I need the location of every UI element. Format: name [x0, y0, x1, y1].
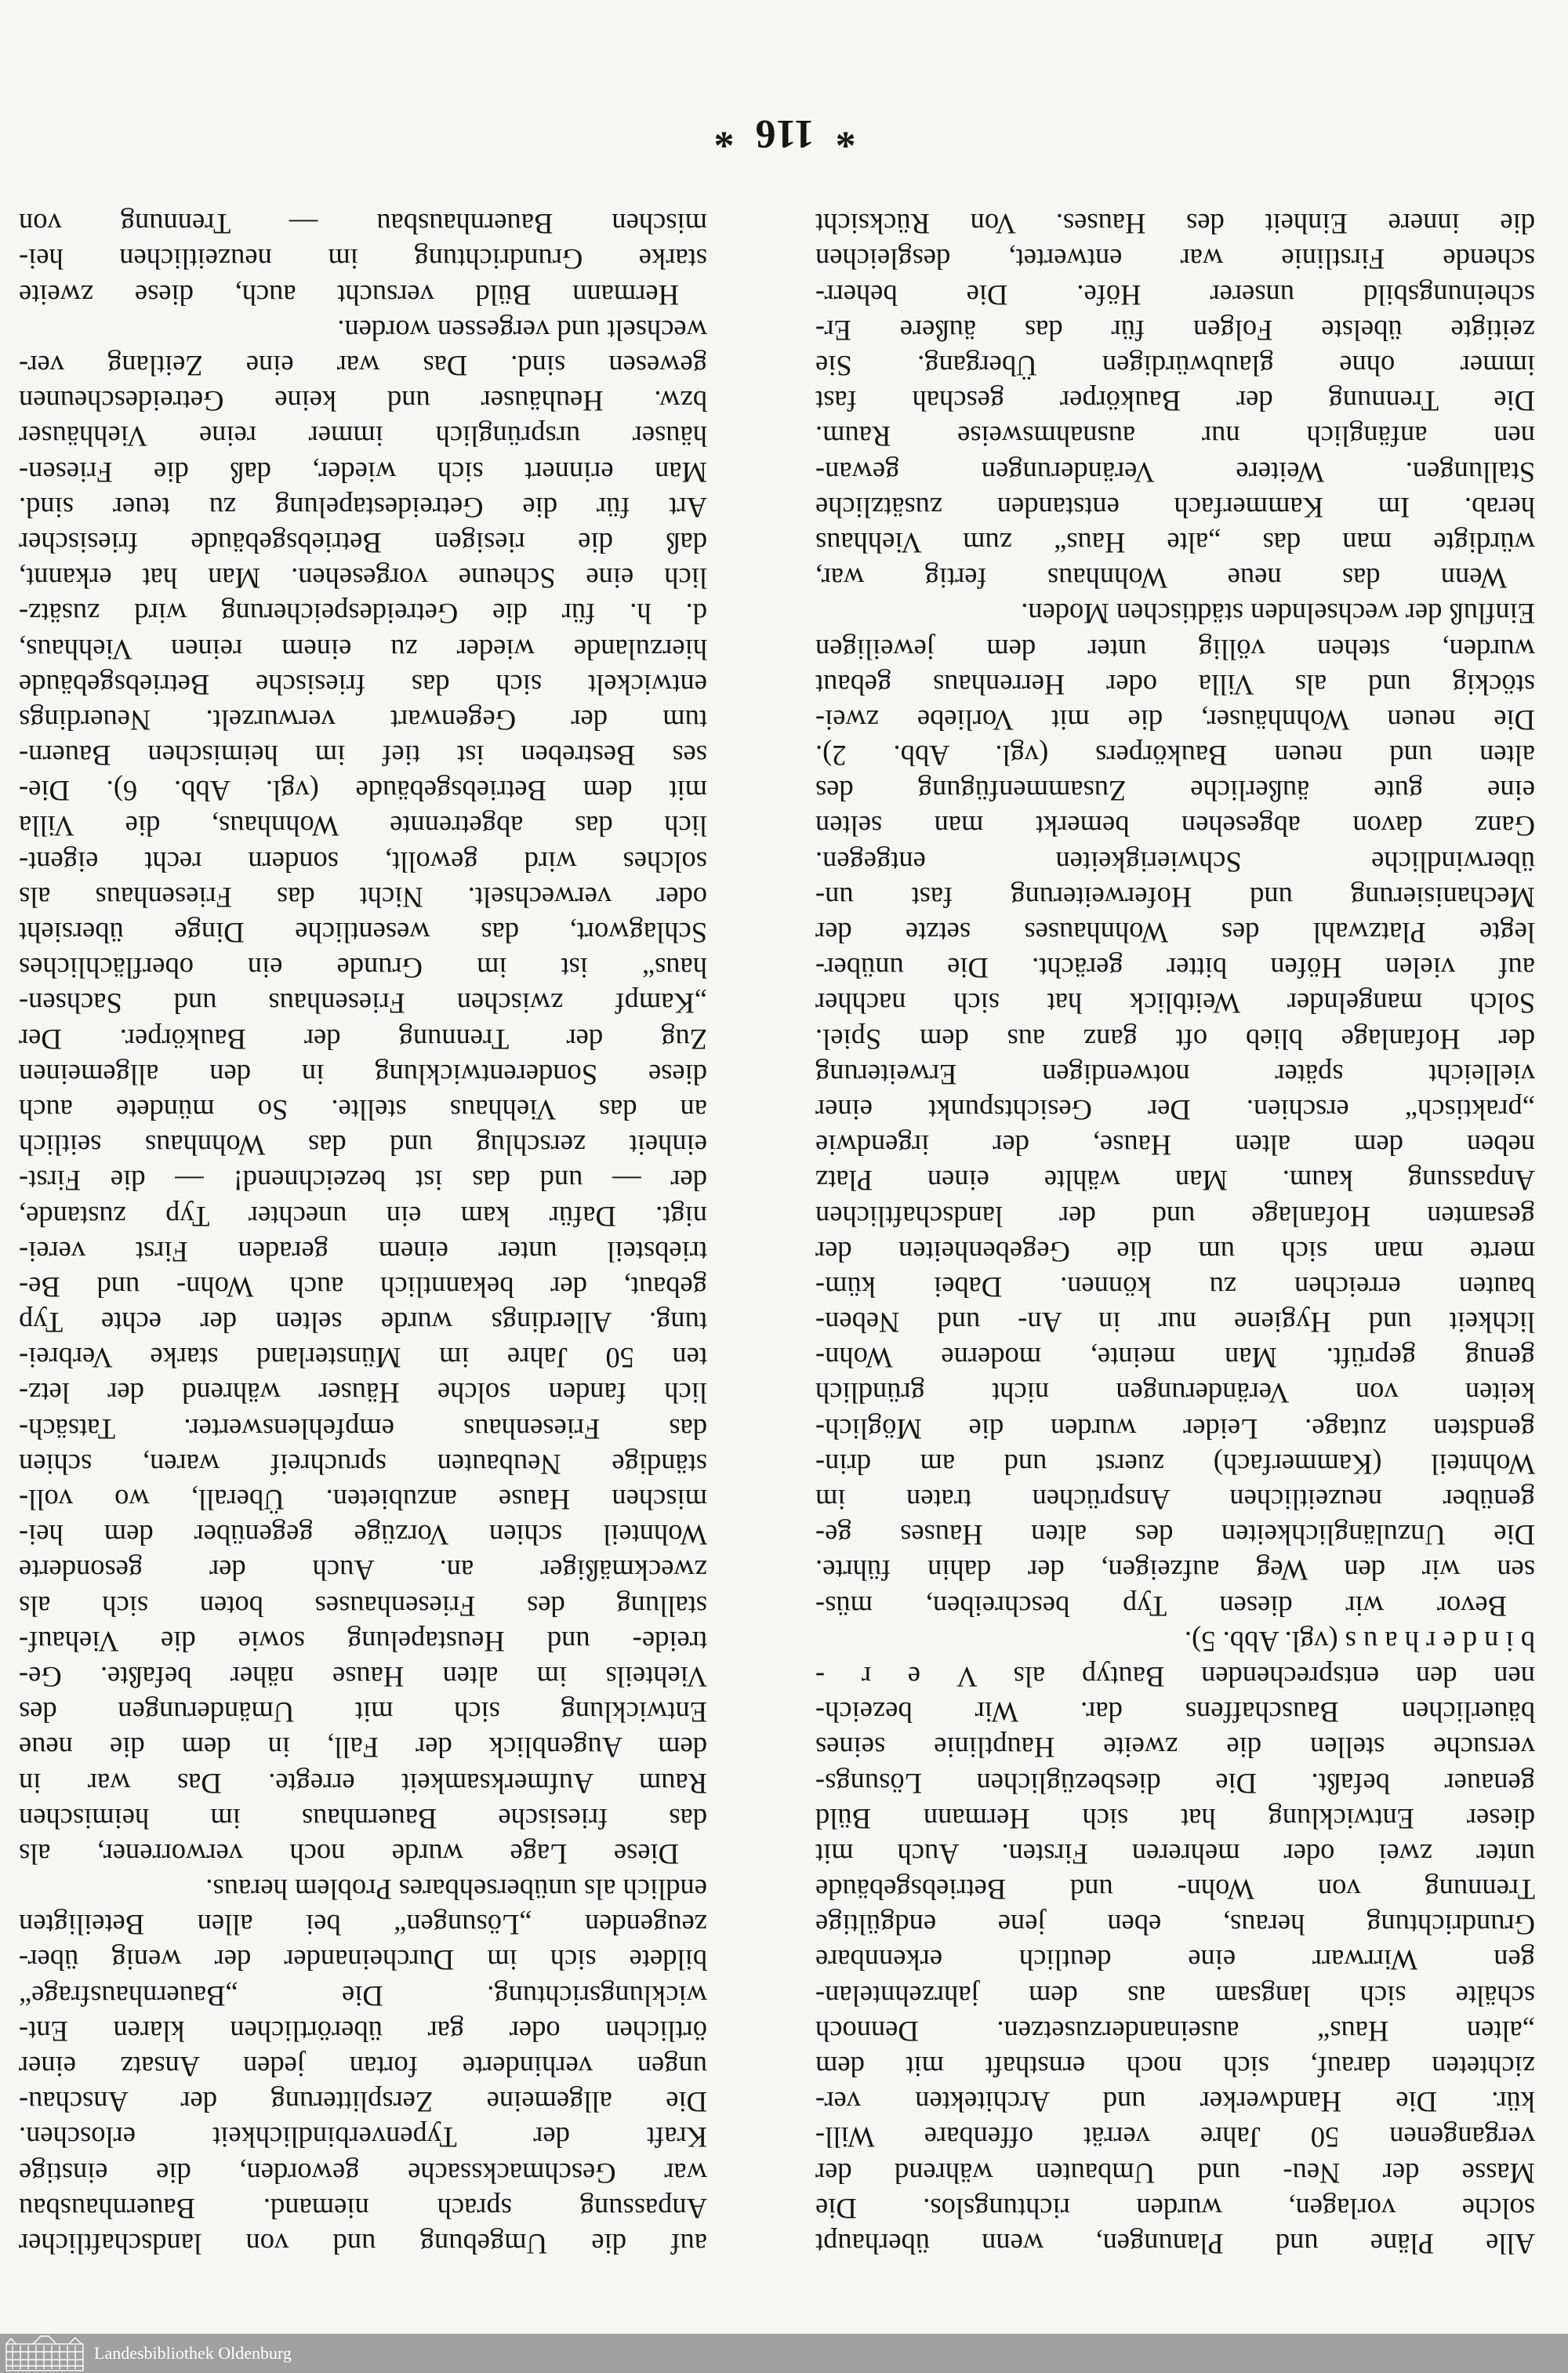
text-line: alten und neuen Baukörpers (vgl. Abb. 2). — [815, 740, 1535, 772]
text-line: haus“ ist im Grunde ein oberflächliches — [19, 952, 707, 985]
text-line: lich fanden solche Häuser während der letz- — [19, 1377, 707, 1410]
text-line: der — und das ist bezeichnend! — die First- — [19, 1165, 707, 1197]
text-line: Alle Pläne und Planungen, wenn überhaupt — [815, 2228, 1535, 2260]
text-line: überwindliche Schwierigkeiten entgegen. — [815, 845, 1535, 878]
text-line: Die neuen Wohnhäuser, die mit Vorliebe zwei- — [815, 703, 1535, 736]
text-line: örtlichen oder gar überörtlichen klaren Ent- — [19, 2015, 707, 2048]
text-line: wicklungsrichtung. Die „Bauernhausfrage“ — [19, 1979, 707, 2012]
text-line: Zug der Trennung der Baukörper. Der — [19, 1023, 707, 1056]
text-line: Anpassung kaum. Man wählte einen Platz — [815, 1165, 1535, 1197]
text-line: vergangenen 50 Jahre verrät offenbare Will- — [815, 2121, 1535, 2154]
text-line: nen den entsprechenden Bautyp als V e r - — [815, 1661, 1535, 1693]
text-line: zichteten darauf, sich noch ernsthaft mit dem — [815, 2051, 1535, 2084]
text-line: gebaut, der bekanntlich auch Wohn- und Be- — [19, 1270, 707, 1303]
text-line: Die Unzulänglichkeiten des alten Hauses ge- — [815, 1519, 1535, 1552]
text-line: Diese Lage wurde noch verworrener, als — [19, 1837, 679, 1870]
text-line: b i n d e r h a u s (vgl. Abb. 5). — [1184, 1625, 1535, 1658]
text-line: Schlagwort, das wesentliche Dinge übersieht — [19, 917, 707, 950]
text-column-left — [815, 206, 1535, 2262]
text-line: ten 50 Jahre im Münsterland starke Verbrei- — [19, 1342, 707, 1375]
text-line: nen anfänglich nur ausnahmsweise Raum. — [815, 420, 1535, 453]
text-line: Einfluß der wechselnden städtischen Moden. — [1021, 598, 1535, 630]
library-name: Landesbibliothek Oldenburg — [94, 2343, 292, 2363]
text-line: Stallungen. Weitere Veränderungen gewan- — [815, 456, 1535, 489]
text-line: Man erinnert sich wieder, daß die Friesen- — [19, 456, 707, 489]
text-line: schende Firstlinie war entwertet, desgleichen — [815, 243, 1535, 276]
text-line: ungen verhinderte fortan jeden Ansatz einer — [19, 2051, 707, 2084]
text-line: stallung des Friesenhauses boten sich als — [19, 1590, 707, 1623]
text-line: scheinungsbild unserer Höfe. Die beherr- — [815, 278, 1535, 311]
text-line: tum der Gegenwart verwurzelt. Neuerdings — [19, 703, 707, 736]
text-line: Anpassung sprach niemand. Bauernhausbau — [19, 2192, 707, 2225]
text-line: entwickelt sich das friesische Betriebsgebäude — [19, 668, 707, 701]
text-line: Masse der Neu- und Umbauten während der — [815, 2157, 1535, 2189]
text-line: vielleicht später notwendigen Erweiterung — [815, 1058, 1535, 1091]
text-line: Bevor wir diesen Typ beschreiben, müs- — [815, 1590, 1507, 1623]
text-line: zweckmäßiger an. Auch der gesonderte — [19, 1554, 707, 1587]
text-line: treide- und Heustapelung sowie die Viehauf- — [19, 1625, 707, 1658]
text-line: auf vielen Höfen bitter gerächt. Die unüber- — [815, 952, 1535, 985]
text-line: Hermann Büld versucht auch, diese zweite — [19, 278, 679, 311]
text-line: gewesen sind. Das war eine Zeitlang ver- — [19, 350, 707, 383]
text-line: stöckig und als Villa oder Herrenhaus gebaut — [815, 668, 1535, 701]
text-line: häuser ursprünglich immer reine Viehhäuser — [19, 420, 707, 453]
text-line: Wenn das neue Wohnhaus fertig war, — [815, 562, 1507, 595]
text-line: keiten von Veränderungen nicht gründlich — [815, 1377, 1535, 1410]
text-line: herab. Im Kammerfach entstanden zusätzliche — [815, 491, 1535, 524]
text-line: an das Viehhaus stellte. So mündete auch — [19, 1094, 707, 1126]
text-line: bildete sich im Durcheinander der wenig über- — [19, 1944, 707, 1977]
text-line: triebsteil unter einem geraden First verei- — [19, 1235, 707, 1268]
text-line: unter zwei oder mehreren Firsten. Auch mit — [815, 1837, 1535, 1870]
text-line: gesamten Hofanlage und der landschaftlichen — [815, 1200, 1535, 1233]
library-building-logo-icon — [5, 2335, 85, 2372]
text-line: Trennung von Wohn- und Betriebsgebäude — [815, 1873, 1535, 1906]
text-line: lich das abgetrennte Wohnhaus, die Villa — [19, 810, 707, 843]
text-line: dem Augenblick der Fall, in dem die neue — [19, 1732, 707, 1764]
text-line: Kraft der Typenverbindlichkeit erloschen. — [19, 2121, 707, 2154]
text-line: oder verwechselt. Nicht das Friesenhaus als — [19, 881, 707, 914]
text-line: versuche stellen die zweite Hauptlinie seines — [815, 1732, 1535, 1764]
text-line: würdigte man das „alte Haus“ zum Viehhaus — [815, 527, 1535, 559]
text-line: Wohnteil (Kammerfach) zuerst und am drin- — [815, 1448, 1535, 1481]
text-line: Entwicklung sich mit Umänderungen des — [19, 1696, 707, 1729]
text-line: bzw. Heuhäuser und keine Getreidescheunen — [19, 385, 707, 418]
text-line: eine gute äußerliche Zusammenfügung des — [815, 775, 1535, 808]
text-column-right — [19, 206, 707, 2262]
text-line: Art für die Getreidestapelung zu teuer sind. — [19, 491, 707, 524]
text-line: Grundrichtung heraus, eben jene endgültige — [815, 1909, 1535, 1942]
text-line: Viehteils im alten Hause näher befaßte. Ge- — [19, 1661, 707, 1693]
text-line: bauten erreichen zu können. Dabei küm- — [815, 1270, 1535, 1303]
text-line: schälte sich langsam aus dem jahrzehntelan- — [815, 1979, 1535, 2012]
text-line: lichkeit und Hygiene nur in An- und Neben- — [815, 1306, 1535, 1339]
text-line: legte Platzwahl des Wohnhauses setzte der — [815, 917, 1535, 950]
text-line: ständige Neubauten spruchreif waren, schien — [19, 1448, 707, 1481]
text-line: der Hofanlage blieb oft ganz aus dem Spiel. — [815, 1023, 1535, 1056]
text-line: d. h. für die Getreidespeicherung wird zusätz- — [19, 598, 707, 630]
text-line: einheit zerschlug und das Wohnhaus seitlich — [19, 1129, 707, 1162]
text-line: Die allgemeine Zersplitterung der Anschau- — [19, 2086, 707, 2119]
text-line: war Geschmackssache geworden, die einstige — [19, 2157, 707, 2189]
text-line: „alten Haus“ auseinanderzusetzen. Dennoch — [815, 2015, 1535, 2048]
text-line: mit dem Betriebsgebäude (vgl. Abb. 6). Die- — [19, 775, 707, 808]
text-line: neben dem alten Hause, der irgendwie — [815, 1129, 1535, 1162]
text-line: diese Sonderentwicklung in den allgemeinen — [19, 1058, 707, 1091]
text-line: immer ohne glaubwürdigen Übergang. Sie — [815, 350, 1535, 383]
text-line: starke Grundrichtung im neuzeitlichen hei- — [19, 243, 707, 276]
text-line: zeugenden „Lösungen“ bei allen Beteiligten — [19, 1909, 707, 1942]
text-line: wechselt und vergessen worden. — [337, 314, 707, 347]
text-line: Solch mangelnder Weitblick hat sich nachher — [815, 987, 1535, 1020]
page-number: * 116 * — [713, 111, 856, 156]
text-line: nigt. Dafür kam ein unechter Typ zustande, — [19, 1200, 707, 1233]
text-line: solche vorlagen, wurden richtungslos. Die — [815, 2192, 1535, 2225]
text-line: „praktisch“ erschien. Der Gesichtspunkt einer — [815, 1094, 1535, 1126]
text-line: ses Bestreben ist tief im heimischen Bauern- — [19, 740, 707, 772]
text-line: endlich als unübersehbares Problem heraus. — [205, 1873, 707, 1906]
text-line: genug geprüft. Man meinte, moderne Wohn- — [815, 1342, 1535, 1375]
text-line: daß die riesigen Betriebsgebäude friesischer — [19, 527, 707, 559]
text-line: tung. Allerdings wurde selten der echte Typ — [19, 1306, 707, 1339]
text-line: merte man sich um die Gegebenheiten der — [815, 1235, 1535, 1268]
text-line: Wohnteil schien Vorzüge gegenüber dem hei- — [19, 1519, 707, 1552]
text-line: hierzulande wieder zu einem reinen Viehhaus, — [19, 633, 707, 666]
text-line: genüber neuzeitlichen Ansprüchen traten im — [815, 1484, 1535, 1517]
text-line: das Friesenhaus empfehlenswerter. Tatsäch- — [19, 1412, 707, 1445]
library-footer-bar — [0, 2334, 1568, 2373]
text-line: gendsten zutage. Leider wurden die Möglich- — [815, 1412, 1535, 1445]
text-line: Die Trennung der Baukörper geschah fast — [815, 385, 1535, 418]
text-line: mischen Hause anzubieten. Überall, wo voll- — [19, 1484, 707, 1517]
text-line: die innere Einheit des Hauses. Von Rücksicht — [815, 208, 1535, 241]
text-line: lich eine Scheune vorgesehen. Man hat erkannt, — [19, 562, 707, 595]
text-line: zeitigte übelste Folgen für das äußere Er- — [815, 314, 1535, 347]
text-line: gen Wirrwarr eine deutlich erkennbare — [815, 1944, 1535, 1977]
text-line: genauer befaßt. Die diesbezüglichen Lösungs- — [815, 1767, 1535, 1800]
text-line: kür. Die Handwerker und Architekten ver- — [815, 2086, 1535, 2119]
text-line: sen wir den Weg aufzeigen, der dahin führte. — [815, 1554, 1535, 1587]
text-line: mischen Bauernhausbau — Trennung von — [19, 208, 707, 241]
text-line: Raum Aufmerksamkeit erregte. Das war in — [19, 1767, 707, 1800]
text-line: auf die Umgebung und von landschaftlicher — [19, 2228, 707, 2260]
text-line: das friesische Bauernhaus im heimischen — [19, 1802, 707, 1835]
text-line: Mechanisierung und Hoferweiterung fast un- — [815, 881, 1535, 914]
text-line: wurden, stehen völlig unter dem jeweiligen — [815, 633, 1535, 666]
text-line: „Kampf zwischen Friesenhaus und Sachsen- — [19, 987, 707, 1020]
text-line: bäuerlichen Bauschaffens dar. Wir bezeich- — [815, 1696, 1535, 1729]
text-line: dieser Entwicklung hat sich Hermann Büld — [815, 1802, 1535, 1835]
text-line: Ganz davon abgesehen bemerkt man selten — [815, 810, 1535, 843]
text-line: solches wird gewollt, sondern recht eigent- — [19, 845, 707, 878]
